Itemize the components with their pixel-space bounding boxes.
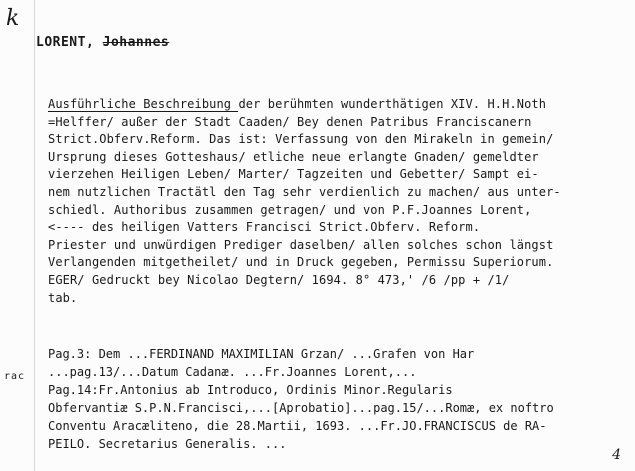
body-line: schiedl. Authoribus zusammen getragen/ und von P.F.Joannes Lorent, (48, 202, 532, 217)
note-line: Pag.3: Dem ...FERDINAND MAXIMILIAN Grzan/ ...Grafen von Har (48, 347, 475, 361)
heading-given-name: Johannes (102, 35, 170, 50)
body-line: <---- des heiligen Vatters Francisci Strict.Obferv. Reform. (48, 220, 481, 235)
note-line: Obfervantiæ S.P.N.Francisci,...[Aprobatio]...pag.15/...Romæ, ex noftro (48, 401, 554, 415)
body-line: Strict.Obferv.Reform. Das ist: Verfassung von den Mirakeln in gemein/ (48, 132, 554, 147)
note-line: Conventu Aracæliteno, die 28.Martii, 1693. ...Fr.JO.FRANCISCUS de RA- (48, 419, 547, 433)
body-line: Verlangenden mitgetheilet/ und in Druck gegeben, Permissu Superiorum. (48, 255, 554, 270)
note-line: Pag.14:Fr.Antonius ab Introduco, Ordinis Minor.Regularis (48, 383, 453, 397)
corner-mark: k (6, 6, 20, 31)
margin-note: rac (4, 371, 26, 382)
body-line: =Helffer/ außer der Stadt Caaden/ Bey denen Patribus Franciscanern (48, 114, 532, 129)
card-stamp: 4 (612, 447, 621, 463)
body-line: tab. (48, 290, 78, 305)
card-edge-rule (34, 0, 35, 471)
card-heading (36, 35, 169, 50)
heading-surname: LORENT, (36, 35, 95, 50)
body-line: Ausführliche Beschreibung der berühmten wunderthätigen XIV. H.H.Noth (48, 97, 547, 111)
body-line: Ursprung dieses Gotteshaus/ etliche neue erlangte Gnaden/ gemeldter (48, 149, 539, 164)
note-line: ...pag.13/...Datum Cadanæ. ...Fr.Joannes Lorent,... (48, 365, 417, 379)
title-transcription (48, 96, 628, 307)
page-notes (48, 345, 628, 453)
body-line: Priester und unwürdigen Prediger daselben/ allen solches schon längst (48, 237, 554, 252)
body-line: nem nutzlichen Tractätl den Tag sehr verdienlich zu machen/ aus unter- (48, 184, 561, 199)
note-line: PEILO. Secretarius Generalis. ... (48, 437, 287, 451)
body-line: EGER/ Gedruckt bey Nicolao Degtern/ 1694. 8° 473,' /6 /pp + /1/ (48, 272, 510, 287)
body-line: vierzehen Heiligen Leben/ Marter/ Tagzeiten und Gebetter/ Sampt ei- (48, 167, 539, 182)
